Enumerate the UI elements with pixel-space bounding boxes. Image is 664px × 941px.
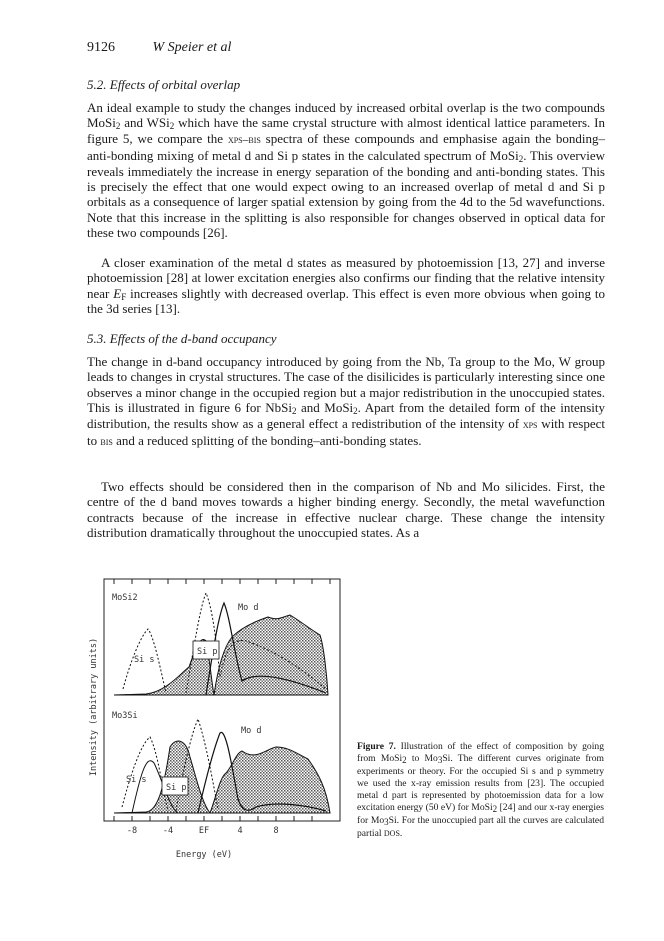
section-title-5-3: 5.3. Effects of the d-band occupancy: [87, 331, 277, 346]
section-title-5-2: 5.2. Effects of orbital overlap: [87, 77, 241, 92]
top-label-si-s: Si s: [134, 655, 155, 665]
x-axis-label: Energy (eV): [175, 850, 233, 860]
top-compound-label: MoSi2: [112, 593, 138, 603]
top-mo-d-shaded: [214, 615, 328, 695]
top-label-si-p: Si p: [197, 647, 218, 657]
bottom-label-si-p: Si p: [166, 783, 187, 793]
bottom-compound-label: Mo3Si: [112, 711, 138, 721]
bottom-label-si-s: Si s: [126, 775, 147, 785]
xtick-ef: EF: [198, 826, 210, 836]
xtick-8: 8: [273, 826, 279, 836]
bottom-mo-d-shaded: [210, 747, 330, 813]
bottom-panel: [114, 719, 330, 813]
top-panel: [114, 593, 328, 695]
figure-7: [86, 577, 348, 877]
xtick-4: 4: [237, 826, 243, 836]
xtick-neg8: -8: [126, 826, 138, 836]
xtick-neg4: -4: [162, 826, 174, 836]
running-authors: W Speier et al: [152, 40, 232, 55]
page-number: 9126: [87, 40, 115, 55]
bottom-ticks: [114, 816, 312, 821]
bottom-label-mo-d: Mo d: [241, 726, 262, 736]
paragraph-d-band-2: Two effects should be considered then in the comparison of Nb and Mo silicides. First, the centre of the d band moves towards a higher binding energy. Secondly, the metal wavefunction contracts because of the increase in effective nuclear charge. These change the intensity distribution dramatically throughout the unoccupied states. As a: [87, 479, 605, 541]
y-axis-label: Intensity (arbitrary units): [89, 637, 99, 777]
paragraph-d-band-1: The change in d-band occupancy introduced by going from the Nb, Ta group to the Mo, W group leads to changes in crystal structures. The case of the disilicides is particularly interesting since one observes a minor change in the occupied region but a major redistribution in the unoccupied states. This is illustrated in figure 6 for NbSi$_2$ and MoSi$_2$. Apart from the detailed form of the intensity distribution, the results show as a general effect a redistribution of the intensity of xps with respect to bis and a reduced splitting of the bonding–anti-bonding states.: [87, 354, 606, 449]
figure-7-caption: Figure 7. Illustration of the effect of composition by going from MoSi$_2$ to $Mo_3Si$. The different curves originate from experiments or theory. For the occupied Si s and p symmetry we used the x-ray emission results from [23]. The occupied metal d part is represented by photoemission data for a low excitation energy (50 eV) for MoSi$_2$ [24] and our x-ray energies for $Mo_3Si$. For the unoccupied part all the curves are calculated partial dos.: [357, 741, 604, 840]
top-label-mo-d: Mo d: [238, 603, 259, 613]
paragraph-orbital-overlap-1: An ideal example to study the changes induced by increased orbital overlap is the two compounds MoSi$_2$ and WSi$_2$ which have the same crystal structure with almost identical lattice parameters. In figure 5, we compare the xps–bis spectra of these compounds and emphasise again the bonding–anti-bonding mixing of metal d and Si p states in the calculated spectrum of MoSi$_2$. This overview reveals immediately the increase in energy separation of the bonding and anti-bonding states. This is precisely the effect that one would expect owing to an increased overlap of metal d and Si p orbitals as a consequence of larger spatial extension by going from the 4d to the 5d wavefunctions. Note that this increase in the splitting is also responsible for changes observed in optical data for these two compounds [26].: [87, 100, 606, 241]
top-ticks: [114, 579, 330, 584]
figure-7-plot: [86, 577, 348, 877]
paragraph-orbital-overlap-2: A closer examination of the metal d states as measured by photoemission [13, 27] and inverse photoemission [28] at lower excitation energies also confirms our finding that the relative intensity near $E_F$ increases slightly with decreased overlap. This effect is even more obvious when going to the 3d series [13].: [87, 255, 605, 317]
running-header: [87, 40, 231, 56]
